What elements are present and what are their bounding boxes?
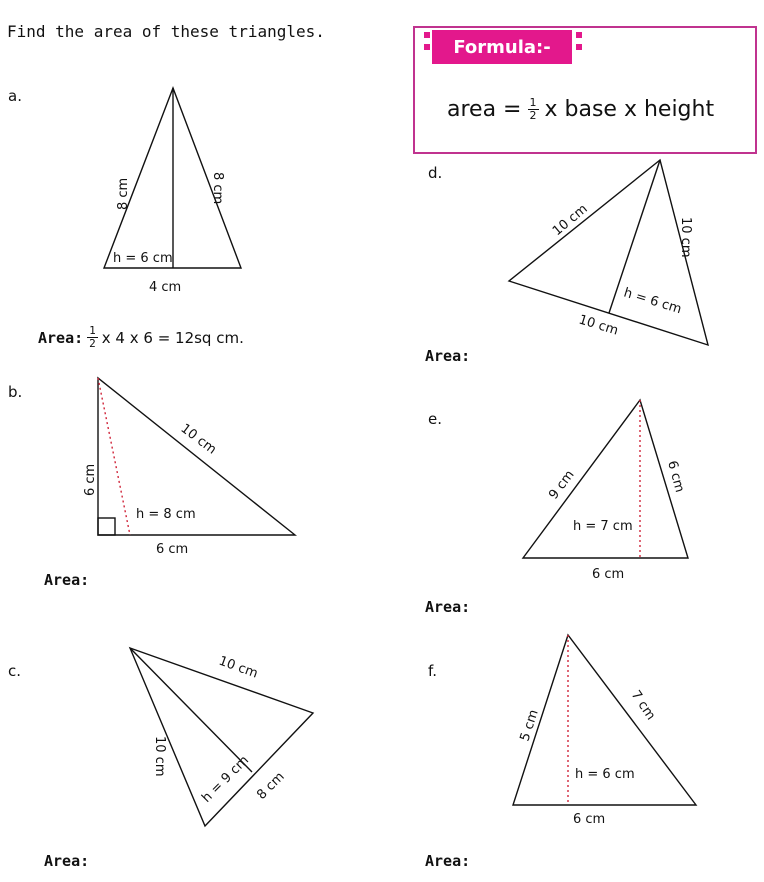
- label-d: d.: [428, 164, 443, 182]
- formula-lhs: area =: [447, 97, 522, 122]
- label-f-right: 7 cm: [627, 687, 659, 723]
- label-b-hyp: 10 cm: [177, 421, 219, 458]
- label-a-base: 4 cm: [149, 280, 182, 295]
- label-a: a.: [8, 87, 22, 105]
- right-angle-mark-b: [98, 518, 115, 535]
- label-c-left: 10 cm: [152, 736, 167, 777]
- label-e-right: 6 cm: [664, 459, 687, 495]
- worksheet-title: Find the area of these triangles.: [7, 22, 325, 41]
- fraction: $\frac{1}{2}$: [529, 96, 537, 122]
- label-d-right: 10 cm: [678, 217, 693, 258]
- label-b-left: 6 cm: [83, 463, 98, 496]
- label-a-right: 8 cm: [210, 172, 225, 205]
- label-e-left: 9 cm: [546, 467, 578, 503]
- label-f: f.: [428, 662, 437, 680]
- area-c: Area:: [44, 852, 90, 870]
- height-line-b: [98, 378, 130, 535]
- label-b-height: h = 8 cm: [136, 507, 196, 522]
- area-b: Area:: [44, 571, 90, 589]
- label-c-height: h = 9 cm: [199, 753, 252, 806]
- label-e-base: 6 cm: [592, 567, 625, 582]
- label-d-height: h = 6 cm: [621, 285, 684, 318]
- label-e-height: h = 7 cm: [573, 519, 633, 534]
- label-e: e.: [428, 410, 442, 428]
- area-d: Area:: [425, 347, 471, 365]
- label-f-left: 5 cm: [517, 707, 542, 744]
- label-c: c.: [8, 662, 22, 680]
- answer-a: Area: $\frac{1}{2}$ x 4 x 6 = 12sq cm.: [38, 324, 244, 350]
- label-a-height: h = 6 cm: [113, 251, 173, 266]
- area-f: Area:: [425, 852, 471, 870]
- triangle-e: [523, 400, 688, 558]
- label-b-base: 6 cm: [156, 542, 189, 557]
- triangle-b: [98, 378, 295, 535]
- label-d-top-left: 10 cm: [549, 201, 591, 240]
- label-c-top: 10 cm: [216, 653, 260, 682]
- label-f-base: 6 cm: [573, 812, 606, 827]
- label-f-height: h = 6 cm: [575, 767, 635, 782]
- label-d-base: 10 cm: [576, 312, 620, 339]
- label-b: b.: [8, 383, 23, 401]
- formula-tag: Formula:-: [432, 30, 572, 64]
- label-a-left: 8 cm: [116, 177, 131, 210]
- area-e: Area:: [425, 598, 471, 616]
- label-c-right: 8 cm: [254, 769, 288, 803]
- formula-rhs: x base x height: [544, 97, 715, 122]
